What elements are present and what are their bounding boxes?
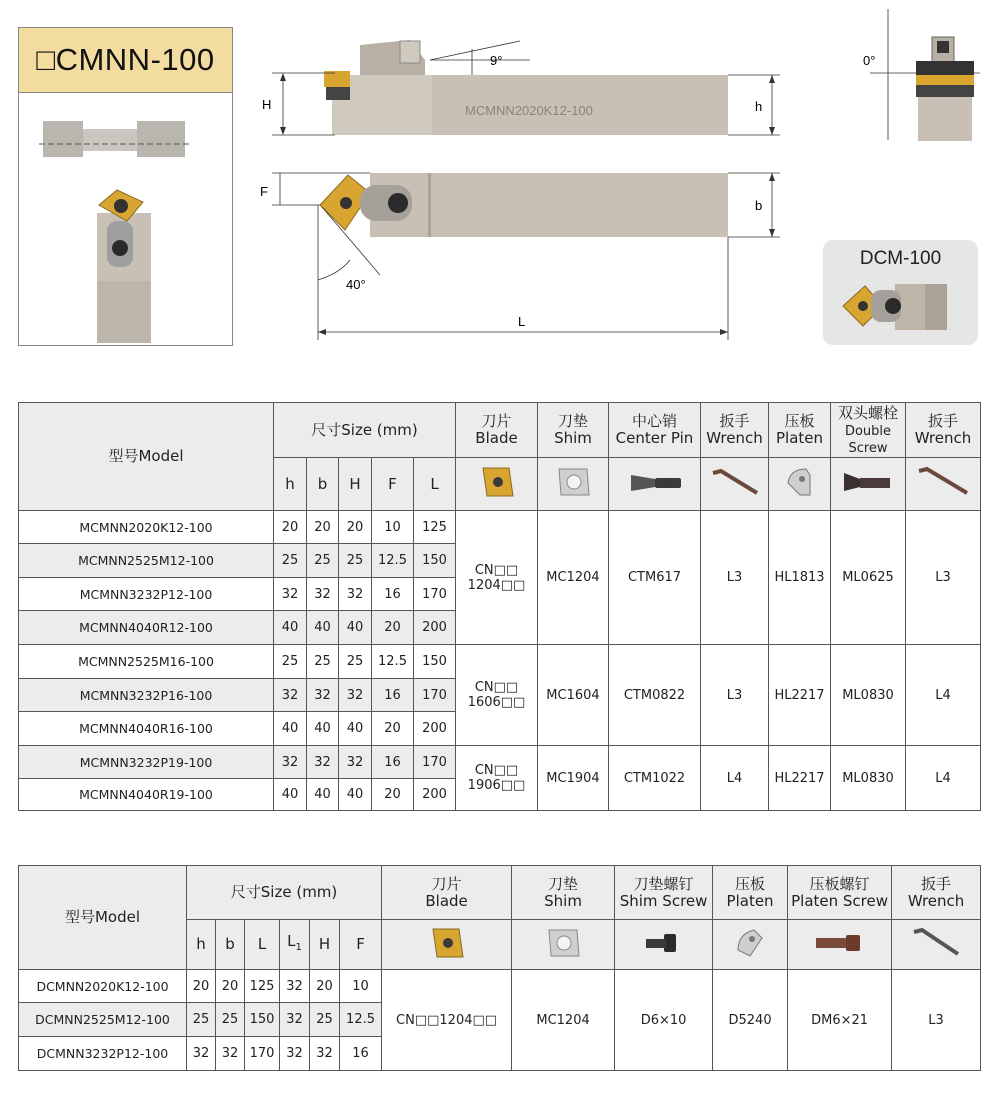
wrench-2-icon: [906, 458, 981, 511]
center-pin-icon: [609, 458, 701, 511]
cell-b: 40: [307, 779, 339, 811]
t1-header-platen: 压板 Platen: [769, 403, 831, 458]
shim-icon: [512, 920, 615, 970]
cell-H: 32: [339, 679, 372, 712]
group3-center-pin: CTM1022: [609, 746, 701, 811]
t1-header-center-pin: 中心销 Center Pin: [609, 403, 701, 458]
group3-blade: CN□□ 1906□□: [456, 746, 538, 811]
t2-header-size: 尺寸Size (mm): [187, 866, 382, 920]
t1-header-double-screw: 双头螺栓 Double Screw: [831, 403, 906, 458]
t1-col-b: b: [307, 458, 339, 511]
cell-F: 12.5: [372, 645, 414, 679]
cell-F: 16: [372, 578, 414, 611]
cell-L: 170: [414, 578, 456, 611]
cell-H: 20: [310, 970, 340, 1003]
t2-header-shim: 刀垫 Shim: [512, 866, 615, 920]
t2-platen-screw: DM6×21: [788, 970, 892, 1071]
table-row-model: DCMNN3232P12-100: [19, 1037, 187, 1071]
t2-col-H: H: [310, 920, 340, 970]
group2-blade: CN□□ 1606□□: [456, 645, 538, 746]
t1-header-blade: 刀片 Blade: [456, 403, 538, 458]
group3-platen: HL2217: [769, 746, 831, 811]
group3-double-screw: ML0830: [831, 746, 906, 811]
group2-wrench: L3: [701, 645, 769, 746]
shim-icon: [538, 458, 609, 511]
t1-col-H: H: [339, 458, 372, 511]
cell-b: 32: [307, 679, 339, 712]
cell-h: 32: [274, 746, 307, 779]
table-row-model: MCMNN2525M12-100: [19, 544, 274, 578]
platen-icon: [769, 458, 831, 511]
t1-col-L: L: [414, 458, 456, 511]
wrench-icon: [701, 458, 769, 511]
t2-platen: D5240: [713, 970, 788, 1071]
t1-header-shim: 刀垫 Shim: [538, 403, 609, 458]
group2-wrench-2: L4: [906, 645, 981, 746]
table-row-model: DCMNN2020K12-100: [19, 970, 187, 1003]
cell-H: 20: [339, 511, 372, 544]
dim-H-label: H: [262, 97, 272, 112]
cell-F: 12.5: [372, 544, 414, 578]
t2-shim-screw: D6×10: [615, 970, 713, 1071]
platen-screw-icon: [788, 920, 892, 970]
cell-h: 40: [274, 779, 307, 811]
group1-blade: CN□□ 1204□□: [456, 511, 538, 645]
group2-double-screw: ML0830: [831, 645, 906, 746]
table-row-model: MCMNN3232P19-100: [19, 746, 274, 779]
cell-b: 40: [307, 712, 339, 746]
t2-header-blade: 刀片 Blade: [382, 866, 512, 920]
spec-table-dcmnn: [18, 865, 981, 1071]
blade-icon: [382, 920, 512, 970]
dim-h-label: h: [755, 99, 763, 114]
product-title: □CMNN-100: [19, 28, 232, 93]
cell-F: 10: [340, 970, 382, 1003]
t2-header-model: 型号Model: [19, 866, 187, 970]
cell-L: 170: [414, 746, 456, 779]
group1-wrench-2: L3: [906, 511, 981, 645]
cell-F: 16: [372, 679, 414, 712]
cell-b: 20: [216, 970, 245, 1003]
spec-table-mcmnn: [18, 402, 981, 811]
group2-shim: MC1604: [538, 645, 609, 746]
cell-H: 32: [339, 746, 372, 779]
t1-header-model: 型号Model: [19, 403, 274, 511]
shank-marking: MCMNN2020K12-100: [465, 103, 593, 118]
t2-col-h: h: [187, 920, 216, 970]
cell-L1: 32: [280, 970, 310, 1003]
cell-h: 25: [274, 645, 307, 679]
t2-shim: MC1204: [512, 970, 615, 1071]
cell-H: 40: [339, 712, 372, 746]
table-row-model: MCMNN2020K12-100: [19, 511, 274, 544]
group3-shim: MC1904: [538, 746, 609, 811]
table-row-model: MCMNN4040R16-100: [19, 712, 274, 746]
cell-h: 32: [187, 1037, 216, 1071]
t2-col-b: b: [216, 920, 245, 970]
cell-b: 40: [307, 611, 339, 645]
t1-header-wrench-2: 扳手 Wrench: [906, 403, 981, 458]
cell-b: 25: [216, 1003, 245, 1037]
cell-h: 40: [274, 611, 307, 645]
cell-L: 200: [414, 611, 456, 645]
group1-double-screw: ML0625: [831, 511, 906, 645]
dim-b-label: b: [755, 198, 763, 213]
cell-L: 200: [414, 779, 456, 811]
t1-header-size: 尺寸Size (mm): [274, 403, 456, 458]
cell-H: 32: [339, 578, 372, 611]
cell-H: 25: [339, 645, 372, 679]
table-row-model: MCMNN2525M16-100: [19, 645, 274, 679]
dim-9deg-label: 9°: [490, 53, 503, 68]
t1-col-F: F: [372, 458, 414, 511]
group1-center-pin: CTM617: [609, 511, 701, 645]
cell-b: 20: [307, 511, 339, 544]
t2-col-L: L: [245, 920, 280, 970]
group3-wrench: L4: [701, 746, 769, 811]
dim-40deg-label: 40°: [346, 277, 366, 292]
cell-h: 20: [187, 970, 216, 1003]
dim-L-label: L: [518, 314, 526, 329]
t2-col-L1: $L_1$: [280, 920, 310, 970]
cell-F: 12.5: [340, 1003, 382, 1037]
shank-top-view: [370, 173, 728, 237]
cell-h: 40: [274, 712, 307, 746]
t2-blade: CN□□1204□□: [382, 970, 512, 1071]
group1-wrench: L3: [701, 511, 769, 645]
cell-L: 150: [245, 1003, 280, 1037]
cell-b: 32: [307, 746, 339, 779]
platen-icon: [713, 920, 788, 970]
cell-F: 10: [372, 511, 414, 544]
table-row-model: MCMNN4040R19-100: [19, 779, 274, 811]
table-row-model: DCMNN2525M12-100: [19, 1003, 187, 1037]
table-row-model: MCMNN4040R12-100: [19, 611, 274, 645]
cell-L: 150: [414, 544, 456, 578]
cell-b: 25: [307, 544, 339, 578]
t2-header-shim-screw: 刀垫螺钉 Shim Screw: [615, 866, 713, 920]
cell-F: 20: [372, 779, 414, 811]
t2-wrench: L3: [892, 970, 981, 1071]
wrench-icon: [892, 920, 981, 970]
cell-L: 150: [414, 645, 456, 679]
cell-L1: 32: [280, 1003, 310, 1037]
title-box: [18, 27, 233, 346]
cell-L: 170: [245, 1037, 280, 1071]
cell-L1: 32: [280, 1037, 310, 1071]
cell-h: 25: [187, 1003, 216, 1037]
cell-b: 32: [307, 578, 339, 611]
cell-F: 16: [340, 1037, 382, 1071]
group1-shim: MC1204: [538, 511, 609, 645]
blade-icon: [456, 458, 538, 511]
dcm-title: DCM-100: [859, 248, 942, 269]
cell-F: 20: [372, 611, 414, 645]
cell-b: 25: [307, 645, 339, 679]
cell-F: 16: [372, 746, 414, 779]
cell-h: 32: [274, 679, 307, 712]
cell-H: 25: [310, 1003, 340, 1037]
cell-h: 32: [274, 578, 307, 611]
cell-H: 40: [339, 779, 372, 811]
cell-H: 32: [310, 1037, 340, 1071]
table-row-model: MCMNN3232P12-100: [19, 578, 274, 611]
t2-col-F: F: [340, 920, 382, 970]
group2-center-pin: CTM0822: [609, 645, 701, 746]
table-row-model: MCMNN3232P16-100: [19, 679, 274, 712]
tool-end-view: [850, 5, 990, 145]
t2-header-wrench: 扳手 Wrench: [892, 866, 981, 920]
dim-F-label: F: [260, 184, 268, 199]
cell-L: 170: [414, 679, 456, 712]
cell-h: 25: [274, 544, 307, 578]
cell-H: 25: [339, 544, 372, 578]
group1-platen: HL1813: [769, 511, 831, 645]
t1-col-h: h: [274, 458, 307, 511]
cell-L: 125: [414, 511, 456, 544]
group2-platen: HL2217: [769, 645, 831, 746]
dcm-variant-box: [823, 240, 978, 345]
cell-h: 20: [274, 511, 307, 544]
t2-header-platen-screw: 压板螺钉 Platen Screw: [788, 866, 892, 920]
t1-header-wrench: 扳手 Wrench: [701, 403, 769, 458]
tool-side-and-top-drawing: [250, 5, 810, 350]
t2-header-platen: 压板 Platen: [713, 866, 788, 920]
group3-wrench-2: L4: [906, 746, 981, 811]
cell-L: 200: [414, 712, 456, 746]
dcm-illustration: [835, 276, 970, 338]
cell-L: 125: [245, 970, 280, 1003]
dim-0deg-label: 0°: [863, 53, 876, 68]
cell-H: 40: [339, 611, 372, 645]
cell-b: 32: [216, 1037, 245, 1071]
shim-screw-icon: [615, 920, 713, 970]
tool-top-view-illustration: [19, 93, 232, 345]
double-screw-icon: [831, 458, 906, 511]
cell-F: 20: [372, 712, 414, 746]
